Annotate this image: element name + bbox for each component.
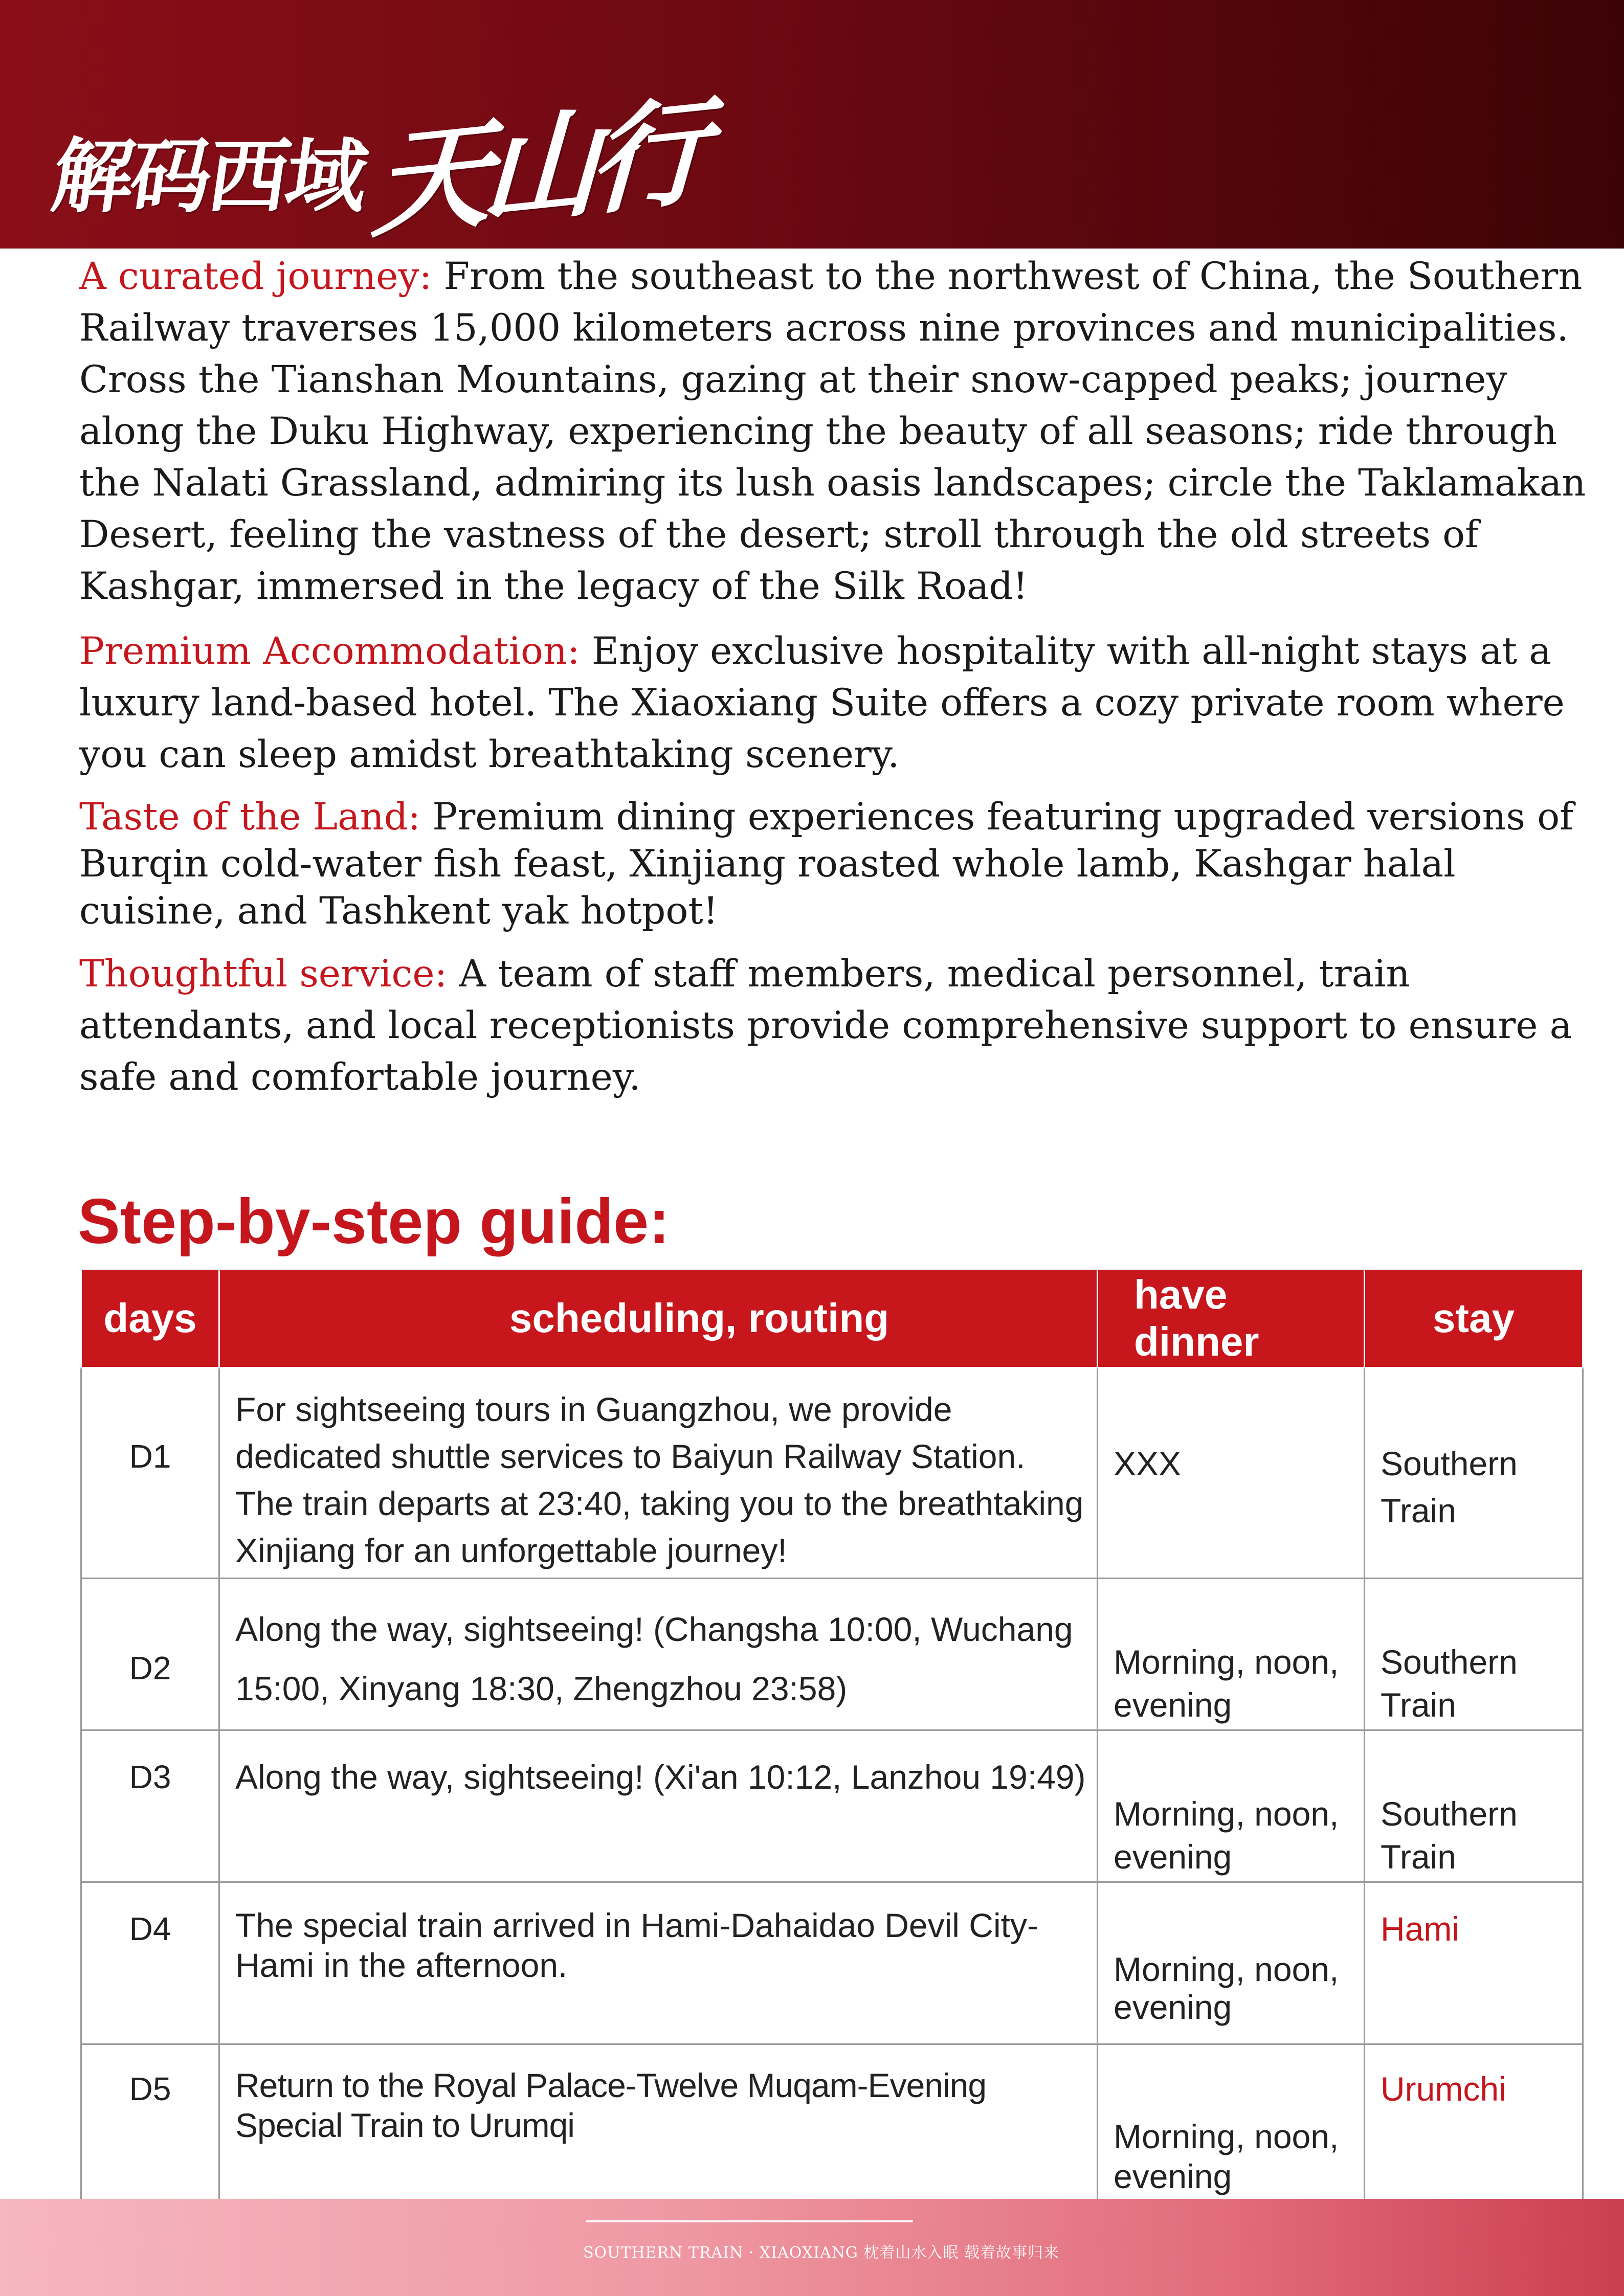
intro-paragraph-service (79, 948, 1611, 1103)
guide-title: Step-by-step guide: (78, 1186, 670, 1257)
intro-paragraph-accommodation (79, 625, 1611, 780)
meal-cell: Morning, noon, evening (1098, 2044, 1365, 2205)
day-cell: D1 (81, 1368, 219, 1579)
route-cell: Along the way, sightseeing! (Xi'an 10:12, Lanzhou 19:49) (219, 1730, 1098, 1882)
meal-cell: Morning, noon, evening (1098, 1730, 1365, 1882)
route-cell: Return to the Royal Palace-Twelve Muqam-Evening Special Train to Urumqi (219, 2044, 1098, 2205)
intro-text: From the southeast to the northwest of China, the Southern Railway traverses 15,000 kilometers across nine provinces and municipalities. Cross the Tianshan Mountains, gazing at their snow-capped peaks; journey along the Duku Highway, experiencing the beauty of all seasons; ride through the Nalati Grassland, admiring its lush oasis landscapes; circle the Taklamakan Desert, feeling the vastness of the desert; stroll through the old streets of Kashgar, immersed in the legacy of the Silk Road! (79, 255, 1586, 608)
column-header-route: scheduling, routing (219, 1269, 1098, 1368)
meal-cell: Morning, noon, evening (1098, 1882, 1365, 2044)
day-cell: D4 (81, 1882, 219, 2044)
route-cell: Along the way, sightseeing! (Changsha 10:00, Wuchang 15:00, Xinyang 18:30, Zhengzhou 23:58) (219, 1579, 1098, 1730)
stay-cell: Hami (1365, 1882, 1583, 2044)
intro-paragraph-journey (79, 251, 1611, 612)
intro-lead: A curated journey: (79, 255, 432, 298)
stay-cell: Southern Train (1365, 1730, 1583, 1882)
day-cell: D5 (81, 2044, 219, 2205)
meal-cell: XXX (1098, 1368, 1365, 1579)
intro-lead: Premium Accommodation: (79, 629, 580, 673)
table-row (81, 2044, 1583, 2205)
day-cell: D3 (81, 1730, 219, 1882)
stay-cell: Southern Train (1365, 1368, 1583, 1579)
stay-cell: Urumchi (1365, 2044, 1583, 2205)
intro-lead: Taste of the Land: (79, 795, 421, 839)
intro-text: A team of staff members, medical personnel, train attendants, and local receptionists provide comprehensive support to ensure a safe and comfortable journey. (79, 952, 1572, 1099)
day-cell: D2 (81, 1579, 219, 1730)
route-cell: The special train arrived in Hami-Dahaidao Devil City-Hami in the afternoon. (219, 1882, 1098, 2044)
itinerary-table (80, 1268, 1584, 2205)
title-logo (46, 49, 700, 255)
footer-divider (586, 2220, 913, 2222)
stay-cell: Southern Train (1365, 1579, 1583, 1730)
table-row (81, 1730, 1583, 1882)
column-header-days: days (81, 1269, 219, 1368)
footer-slogan: SOUTHERN TRAIN · XIAOXIANG 枕着山水入眠 载着故事归来 (583, 2244, 1059, 2262)
logo-title-brush: 天山行 (370, 83, 700, 255)
header-banner (0, 0, 1624, 255)
meal-cell: Morning, noon, evening (1098, 1579, 1365, 1730)
intro-lead: Thoughtful service: (79, 952, 448, 996)
table-row (81, 1579, 1583, 1730)
logo-title-main: 解码西域 (46, 130, 371, 224)
intro-text: Premium dining experiences featuring upgraded versions of Burqin cold-water fish feast, Xinjiang roasted whole lamb, Kashgar halal cuisine, and Tashkent yak hotpot! (79, 795, 1574, 933)
intro-paragraph-dining (79, 794, 1611, 935)
intro-section (79, 251, 1611, 1103)
column-header-stay: stay (1365, 1269, 1583, 1368)
table-row (81, 1368, 1583, 1579)
table-header-row (81, 1269, 1583, 1368)
table-row (81, 1882, 1583, 2044)
route-cell: For sightseeing tours in Guangzhou, we provide dedicated shuttle services to Baiyun Railway Station. The train departs at 23:40, taking you to the breathtaking Xinjiang for an unforgettable journey! (219, 1368, 1098, 1579)
column-header-dinner: have dinner (1098, 1269, 1365, 1368)
intro-text: Enjoy exclusive hospitality with all-night stays at a luxury land-based hotel. The Xiaoxiang Suite offers a cozy private room where you can sleep amidst breathtaking scenery. (79, 629, 1565, 776)
